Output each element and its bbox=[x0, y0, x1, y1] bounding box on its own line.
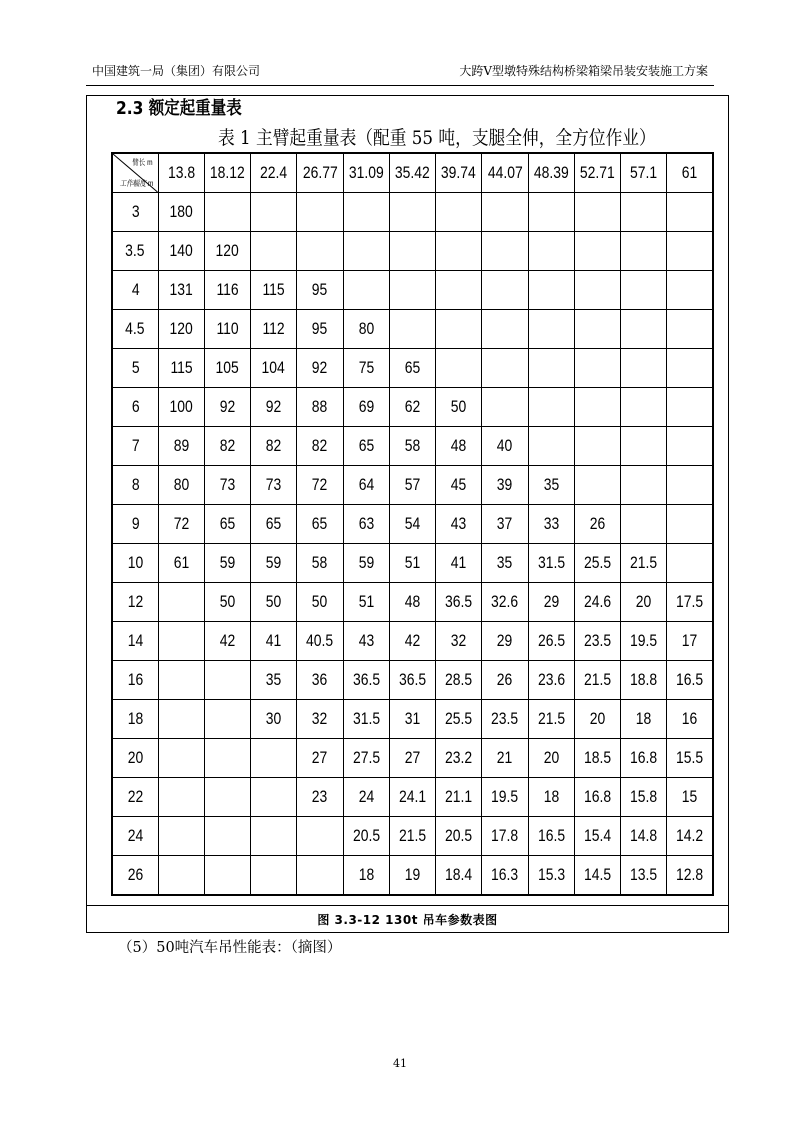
table-cell bbox=[621, 349, 667, 388]
table-cell bbox=[251, 193, 297, 232]
table-cell: 26 bbox=[482, 661, 528, 700]
table-cell bbox=[297, 232, 343, 271]
table-cell: 45 bbox=[436, 466, 482, 505]
row-header-cell: 16 bbox=[112, 661, 158, 700]
row-header-cell: 7 bbox=[112, 427, 158, 466]
table-cell bbox=[528, 310, 574, 349]
table-cell bbox=[158, 739, 204, 778]
table-cell bbox=[482, 193, 528, 232]
table-cell: 36.5 bbox=[343, 661, 389, 700]
table-row bbox=[112, 856, 713, 896]
row-header-cell: 8 bbox=[112, 466, 158, 505]
table-row bbox=[112, 778, 713, 817]
table-cell: 26.5 bbox=[528, 622, 574, 661]
row-header-cell: 3 bbox=[112, 193, 158, 232]
table-cell: 51 bbox=[389, 544, 435, 583]
table-cell: 18.5 bbox=[574, 739, 620, 778]
table-cell bbox=[574, 193, 620, 232]
table-cell bbox=[204, 700, 250, 739]
table-cell: 105 bbox=[204, 349, 250, 388]
table-cell: 20.5 bbox=[343, 817, 389, 856]
table-cell: 15.3 bbox=[528, 856, 574, 896]
table-cell: 40.5 bbox=[297, 622, 343, 661]
table-cell bbox=[158, 661, 204, 700]
row-header-cell: 4.5 bbox=[112, 310, 158, 349]
section-title: 2.3 额定起重量表 bbox=[116, 98, 242, 119]
table-cell: 92 bbox=[297, 349, 343, 388]
table-cell bbox=[667, 271, 713, 310]
table-cell: 15.4 bbox=[574, 817, 620, 856]
table-cell: 43 bbox=[436, 505, 482, 544]
column-header-cell: 18.12 bbox=[204, 153, 250, 193]
row-header-cell: 6 bbox=[112, 388, 158, 427]
table-cell: 14.8 bbox=[621, 817, 667, 856]
table-cell bbox=[204, 193, 250, 232]
table-cell: 16.8 bbox=[574, 778, 620, 817]
table-cell: 36 bbox=[297, 661, 343, 700]
table-row bbox=[112, 622, 713, 661]
table-row bbox=[112, 700, 713, 739]
table-cell: 14.2 bbox=[667, 817, 713, 856]
table-cell bbox=[574, 388, 620, 427]
table-cell: 18.4 bbox=[436, 856, 482, 896]
table-cell bbox=[667, 388, 713, 427]
table-cell: 65 bbox=[389, 349, 435, 388]
table-cell: 95 bbox=[297, 310, 343, 349]
table-cell: 110 bbox=[204, 310, 250, 349]
table-cell bbox=[528, 388, 574, 427]
table-cell: 16 bbox=[667, 700, 713, 739]
table-row bbox=[112, 193, 713, 232]
table-row bbox=[112, 466, 713, 505]
table-cell bbox=[297, 193, 343, 232]
table-cell: 58 bbox=[389, 427, 435, 466]
table-cell: 115 bbox=[251, 271, 297, 310]
table-cell bbox=[574, 427, 620, 466]
table-cell: 59 bbox=[251, 544, 297, 583]
note-text: （5）50吨汽车吊性能表：（摘图） bbox=[118, 940, 342, 956]
table-cell: 35 bbox=[251, 661, 297, 700]
table-cell: 23.5 bbox=[574, 622, 620, 661]
table-cell: 20 bbox=[621, 583, 667, 622]
table-cell bbox=[251, 232, 297, 271]
table-cell: 73 bbox=[251, 466, 297, 505]
table-cell: 41 bbox=[251, 622, 297, 661]
table-cell bbox=[482, 388, 528, 427]
table-cell: 72 bbox=[158, 505, 204, 544]
table-cell: 17 bbox=[667, 622, 713, 661]
table-cell: 28.5 bbox=[436, 661, 482, 700]
table-cell bbox=[251, 778, 297, 817]
table-cell: 32.6 bbox=[482, 583, 528, 622]
row-header-cell: 20 bbox=[112, 739, 158, 778]
table-cell: 29 bbox=[528, 583, 574, 622]
table-cell: 23.6 bbox=[528, 661, 574, 700]
table-cell bbox=[621, 310, 667, 349]
table-cell: 27 bbox=[297, 739, 343, 778]
table-cell: 40 bbox=[482, 427, 528, 466]
table-row bbox=[112, 544, 713, 583]
table-cell bbox=[574, 349, 620, 388]
table-cell: 18.8 bbox=[621, 661, 667, 700]
table-cell: 16.5 bbox=[528, 817, 574, 856]
table-cell bbox=[574, 310, 620, 349]
table-cell bbox=[204, 661, 250, 700]
table-cell bbox=[251, 817, 297, 856]
table-cell bbox=[574, 232, 620, 271]
table-cell: 17.5 bbox=[667, 583, 713, 622]
table-cell: 21.5 bbox=[389, 817, 435, 856]
table-cell: 27 bbox=[389, 739, 435, 778]
table-cell: 19 bbox=[389, 856, 435, 896]
table-cell: 115 bbox=[158, 349, 204, 388]
table-cell: 58 bbox=[297, 544, 343, 583]
row-header-cell: 9 bbox=[112, 505, 158, 544]
table-cell bbox=[621, 505, 667, 544]
table-cell bbox=[204, 856, 250, 896]
table-row bbox=[112, 739, 713, 778]
table-cell bbox=[667, 349, 713, 388]
row-header-cell: 10 bbox=[112, 544, 158, 583]
page-number: 41 bbox=[393, 1057, 407, 1070]
table-cell: 31 bbox=[389, 700, 435, 739]
table-cell: 95 bbox=[297, 271, 343, 310]
table-cell bbox=[158, 817, 204, 856]
table-cell: 59 bbox=[204, 544, 250, 583]
table-cell: 42 bbox=[204, 622, 250, 661]
table-cell bbox=[528, 427, 574, 466]
table-cell bbox=[436, 271, 482, 310]
table-cell: 65 bbox=[297, 505, 343, 544]
table-cell: 23 bbox=[297, 778, 343, 817]
table-cell: 88 bbox=[297, 388, 343, 427]
table-cell: 120 bbox=[204, 232, 250, 271]
table-cell bbox=[482, 232, 528, 271]
column-header-cell: 61 bbox=[667, 153, 713, 193]
table-cell bbox=[389, 232, 435, 271]
table-row bbox=[112, 349, 713, 388]
table-cell: 80 bbox=[158, 466, 204, 505]
table-cell: 14.5 bbox=[574, 856, 620, 896]
table-cell: 43 bbox=[343, 622, 389, 661]
table-cell: 50 bbox=[436, 388, 482, 427]
table-cell bbox=[158, 583, 204, 622]
table-cell: 65 bbox=[343, 427, 389, 466]
table-cell: 29 bbox=[482, 622, 528, 661]
table-cell bbox=[158, 778, 204, 817]
row-header-cell: 14 bbox=[112, 622, 158, 661]
table-cell: 21 bbox=[482, 739, 528, 778]
table-cell bbox=[667, 544, 713, 583]
table-title: 表 1 主臂起重量表（配重 55 吨，支腿全伸，全方位作业） bbox=[218, 127, 656, 149]
table-cell: 36.5 bbox=[389, 661, 435, 700]
table-cell: 25.5 bbox=[574, 544, 620, 583]
column-header-cell: 52.71 bbox=[574, 153, 620, 193]
table-cell: 63 bbox=[343, 505, 389, 544]
column-header-cell: 26.77 bbox=[297, 153, 343, 193]
table-cell: 24 bbox=[343, 778, 389, 817]
table-cell: 31.5 bbox=[528, 544, 574, 583]
table-cell: 72 bbox=[297, 466, 343, 505]
table-cell: 51 bbox=[343, 583, 389, 622]
table-cell bbox=[158, 700, 204, 739]
table-cell bbox=[621, 271, 667, 310]
table-cell: 23.2 bbox=[436, 739, 482, 778]
table-cell: 48 bbox=[389, 583, 435, 622]
table-cell: 35 bbox=[528, 466, 574, 505]
column-header-cell: 44.07 bbox=[482, 153, 528, 193]
row-header-cell: 18 bbox=[112, 700, 158, 739]
table-row bbox=[112, 310, 713, 349]
table-cell bbox=[621, 232, 667, 271]
column-header-cell: 31.09 bbox=[343, 153, 389, 193]
table-cell bbox=[251, 739, 297, 778]
table-cell bbox=[528, 349, 574, 388]
table-cell bbox=[667, 310, 713, 349]
table-cell: 69 bbox=[343, 388, 389, 427]
table-row bbox=[112, 271, 713, 310]
table-cell bbox=[482, 271, 528, 310]
table-cell: 21.1 bbox=[436, 778, 482, 817]
table-cell bbox=[389, 271, 435, 310]
header-company: 中国建筑一局（集团）有限公司 bbox=[92, 64, 261, 78]
column-header-cell: 13.8 bbox=[158, 153, 204, 193]
column-header-cell: 22.4 bbox=[251, 153, 297, 193]
table-cell bbox=[343, 193, 389, 232]
table-cell: 131 bbox=[158, 271, 204, 310]
table-cell bbox=[667, 427, 713, 466]
row-header-cell: 12 bbox=[112, 583, 158, 622]
table-cell bbox=[667, 232, 713, 271]
row-header-cell: 24 bbox=[112, 817, 158, 856]
column-header-cell: 57.1 bbox=[621, 153, 667, 193]
table-cell bbox=[436, 232, 482, 271]
table-row bbox=[112, 583, 713, 622]
table-cell bbox=[389, 310, 435, 349]
table-cell: 13.5 bbox=[621, 856, 667, 896]
table-cell: 18 bbox=[528, 778, 574, 817]
table-cell: 75 bbox=[343, 349, 389, 388]
table-cell: 16.8 bbox=[621, 739, 667, 778]
table-cell: 24.1 bbox=[389, 778, 435, 817]
caption-divider bbox=[87, 905, 728, 906]
table-cell bbox=[204, 778, 250, 817]
table-cell: 19.5 bbox=[482, 778, 528, 817]
table-cell: 112 bbox=[251, 310, 297, 349]
table-cell bbox=[204, 739, 250, 778]
table-cell bbox=[528, 232, 574, 271]
table-cell: 116 bbox=[204, 271, 250, 310]
table-cell: 21.5 bbox=[574, 661, 620, 700]
column-header-cell: 35.42 bbox=[389, 153, 435, 193]
table-cell: 21.5 bbox=[621, 544, 667, 583]
table-cell: 18 bbox=[621, 700, 667, 739]
table-cell bbox=[528, 271, 574, 310]
table-cell bbox=[251, 856, 297, 896]
table-cell: 20 bbox=[574, 700, 620, 739]
table-cell: 180 bbox=[158, 193, 204, 232]
table-cell: 33 bbox=[528, 505, 574, 544]
table-cell bbox=[158, 856, 204, 896]
table-cell: 120 bbox=[158, 310, 204, 349]
table-cell bbox=[297, 817, 343, 856]
table-cell bbox=[343, 271, 389, 310]
table-header-row bbox=[112, 153, 713, 193]
table-row bbox=[112, 388, 713, 427]
table-cell: 50 bbox=[251, 583, 297, 622]
load-chart-table bbox=[111, 152, 714, 896]
table-cell: 36.5 bbox=[436, 583, 482, 622]
table-cell: 21.5 bbox=[528, 700, 574, 739]
table-cell: 23.5 bbox=[482, 700, 528, 739]
table-cell bbox=[204, 817, 250, 856]
table-cell: 100 bbox=[158, 388, 204, 427]
table-cell: 31.5 bbox=[343, 700, 389, 739]
row-header-cell: 5 bbox=[112, 349, 158, 388]
table-cell: 82 bbox=[297, 427, 343, 466]
table-cell: 26 bbox=[574, 505, 620, 544]
table-cell: 92 bbox=[251, 388, 297, 427]
table-row bbox=[112, 232, 713, 271]
table-cell: 16.3 bbox=[482, 856, 528, 896]
table-cell: 89 bbox=[158, 427, 204, 466]
table-cell: 65 bbox=[204, 505, 250, 544]
table-cell bbox=[389, 193, 435, 232]
row-header-cell: 3.5 bbox=[112, 232, 158, 271]
table-cell: 59 bbox=[343, 544, 389, 583]
header-divider bbox=[86, 85, 714, 86]
row-header-cell: 26 bbox=[112, 856, 158, 896]
table-cell: 82 bbox=[251, 427, 297, 466]
table-cell: 20 bbox=[528, 739, 574, 778]
table-cell bbox=[436, 349, 482, 388]
table-cell: 50 bbox=[297, 583, 343, 622]
table-cell: 92 bbox=[204, 388, 250, 427]
table-cell bbox=[343, 232, 389, 271]
corner-label-radius: 工作幅度 m bbox=[119, 179, 154, 188]
table-cell: 65 bbox=[251, 505, 297, 544]
table-cell: 64 bbox=[343, 466, 389, 505]
table-cell bbox=[667, 505, 713, 544]
table-row bbox=[112, 427, 713, 466]
table-cell: 16.5 bbox=[667, 661, 713, 700]
table-cell bbox=[482, 349, 528, 388]
table-cell: 24.6 bbox=[574, 583, 620, 622]
table-cell: 18 bbox=[343, 856, 389, 896]
table-cell bbox=[621, 427, 667, 466]
table-cell: 104 bbox=[251, 349, 297, 388]
table-cell: 19.5 bbox=[621, 622, 667, 661]
table-corner-cell bbox=[112, 153, 158, 193]
table-cell: 20.5 bbox=[436, 817, 482, 856]
table-cell bbox=[667, 466, 713, 505]
table-cell bbox=[436, 193, 482, 232]
corner-label-boom-length: 臂长 m bbox=[131, 158, 153, 167]
header-document-title: 大跨V型墩特殊结构桥梁箱梁吊装安装施工方案 bbox=[459, 64, 708, 78]
table-cell: 12.8 bbox=[667, 856, 713, 896]
table-cell: 41 bbox=[436, 544, 482, 583]
table-cell bbox=[621, 388, 667, 427]
table-row bbox=[112, 505, 713, 544]
table-cell bbox=[621, 193, 667, 232]
figure-caption: 图 3.3-12 130t 吊车参数表图 bbox=[317, 913, 498, 927]
table-cell: 82 bbox=[204, 427, 250, 466]
table-cell: 48 bbox=[436, 427, 482, 466]
table-cell bbox=[574, 271, 620, 310]
table-cell: 73 bbox=[204, 466, 250, 505]
table-cell bbox=[158, 622, 204, 661]
table-cell: 15.8 bbox=[621, 778, 667, 817]
table-cell bbox=[667, 193, 713, 232]
table-cell: 61 bbox=[158, 544, 204, 583]
table-cell: 39 bbox=[482, 466, 528, 505]
column-header-cell: 39.74 bbox=[436, 153, 482, 193]
table-cell bbox=[621, 466, 667, 505]
table-cell: 17.8 bbox=[482, 817, 528, 856]
row-header-cell: 22 bbox=[112, 778, 158, 817]
table-cell: 42 bbox=[389, 622, 435, 661]
table-cell bbox=[482, 310, 528, 349]
table-cell: 57 bbox=[389, 466, 435, 505]
row-header-cell: 4 bbox=[112, 271, 158, 310]
table-cell: 15 bbox=[667, 778, 713, 817]
table-cell bbox=[528, 193, 574, 232]
table-row bbox=[112, 661, 713, 700]
table-cell: 54 bbox=[389, 505, 435, 544]
table-cell: 37 bbox=[482, 505, 528, 544]
table-cell: 15.5 bbox=[667, 739, 713, 778]
table-row bbox=[112, 817, 713, 856]
table-cell: 32 bbox=[436, 622, 482, 661]
table-cell: 32 bbox=[297, 700, 343, 739]
table-cell: 50 bbox=[204, 583, 250, 622]
table-cell: 62 bbox=[389, 388, 435, 427]
table-cell: 80 bbox=[343, 310, 389, 349]
table-cell: 25.5 bbox=[436, 700, 482, 739]
table-cell: 30 bbox=[251, 700, 297, 739]
table-cell bbox=[574, 466, 620, 505]
table-cell bbox=[297, 856, 343, 896]
table-cell bbox=[436, 310, 482, 349]
table-cell: 140 bbox=[158, 232, 204, 271]
column-header-cell: 48.39 bbox=[528, 153, 574, 193]
table-cell: 35 bbox=[482, 544, 528, 583]
table-cell: 27.5 bbox=[343, 739, 389, 778]
